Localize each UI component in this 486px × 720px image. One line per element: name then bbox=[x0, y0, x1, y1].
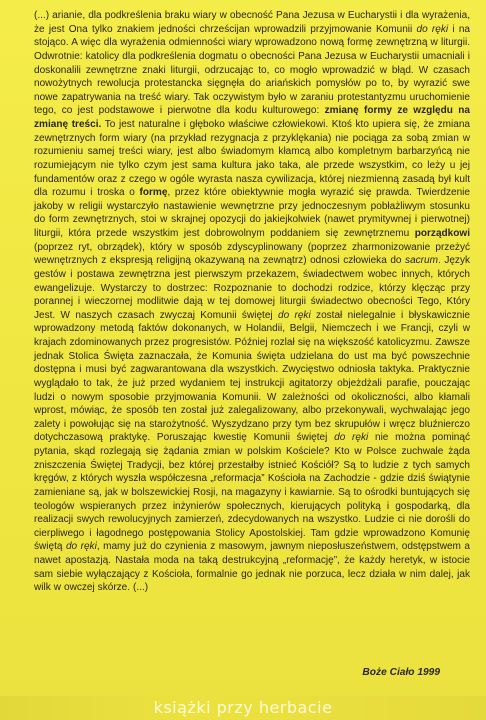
article-text bbox=[34, 9, 470, 595]
text-run: (...) arianie, dla podkreślenia braku wiary w obecność Pana Jezusa w Eucharystii i dla wyrażenia, że jest Ona tylko znakiem jedności chrześcijan wprowadzili przyjmowanie Komunii bbox=[34, 10, 470, 35]
italic-phrase: sacrum bbox=[405, 255, 438, 267]
text-run: nie można pominąć pytania, skąd rozlegają się żądania zmian w polskim Kościele? Kto w Polsce zuchwale żąda zniszczenia Świętej Tradycji, bez której przestałby istnieć Kościół? Są to ludzie z tych samych kręgów, z których wyszła współczesna „reformacja” Kościoła na Zachodzie - gdzie dziś świątynie zamieniane są, jak w bolszewickiej Rosji, na magazyny i kawiarnie. Są to ośrodki buntujących się teologów wspieranych przez inżynierów społecznych, kierujących polityką i gospodarką, dla realizacji swych rewolucyjnych zamierzeń, zdecydowanych na wszystko. Ludzie ci nie dorośli do cierpliwego i łagodnego postępowania Stolicy Apostolskiej. Tam gdzie wprowadzono Komunię świętą bbox=[34, 432, 471, 553]
text-run: , mamy już do czynienia z masowym, jawnym nieposłuszeństwem, odstępstwem a nawet apostazją. Nastała moda na taką destrukcyjną „reformację”, że każdy heretyk, w istocie sam siebie wyłączający z Kościoła, formalnie go jednak nie porzuca, lecz działa w nim dalej, jak wilk w owczej skórze. (...) bbox=[34, 541, 470, 594]
italic-phrase: do ręki bbox=[334, 432, 369, 444]
text-run: , przez które obiektywnie mogła wyrazić się prawda. Twierdzenie jakoby w religii wystarczyło nastawienie wewnętrzne przy jednoczesnym pobłażliwym stosunku do form zewnętrznych, stoi w skrajnej opozycji do jakiejkolwiek (nawet prymitywnej i pierwotnej) liturgii, która przede wszystkim jest dobrowolnym poddaniem się zewnętrznemu bbox=[34, 187, 471, 239]
bold-phrase: porządkowi bbox=[414, 228, 470, 239]
signature-date: Boże Ciało 1999 bbox=[362, 667, 440, 678]
text-run: został nielegalnie i błyskawicznie wprowadzony metodą faktów dokonanych, w Holandii, Belgii, Niemczech i we Francji, czyli w krajach zdominowanych przez progresistów. Później rozlał się na większość katolicyzmu. Zawsze jednak Stolica Święta zaznaczała, że Komunia święta udzielana do ust ma być powszechnie dostępna i musi być zagwarantowana dla wszystkich. Zwycięstwo odniosła taktyka. Praktycznie wyglądało to tak, że już przed wydaniem tej instrukcji agitatorzy objeżdżali parafie, pouczając ludzi o nowym sposobie przyjmowania Komunii. W zależności od okoliczności, albo kłamali wprost, mówiąc, że sposób ten został już zalegalizowany, albo przekonywali, wychwalając jego zalety i powołując się na starożytność. Wyszydzano przy tym bez skrupułów i wręcz bluźnierczo dotychczasową praktykę. Poruszając kwestię Komunii świętej bbox=[34, 309, 471, 444]
text-run: i na stojąco. A więc dla wyrażenia odmienności wiary wprowadzono nową formę zewnętrzną w liturgii. Odwrotnie: katolicy dla podkreślenia dogmatu o obecności Pana Jezusa w Eucharystii umacniali i doskonalili zewnętrzne znaki liturgii, odrzucając to, co mogło wprowadzić w błąd. W czasach nowożytnych rewolucja protestancka sięgnęła do ariańskich pomysłów po to, by wyrazić swe nowe zapatrywania na treść wiary. Tak oczywistym było w zaraniu protestantyzmu uruchomienie tego, co jest podstawowe i pierwotne dla kodu kulturowego: bbox=[34, 23, 471, 117]
italic-phrase: do ręki bbox=[416, 23, 449, 35]
watermark-text: książki przy herbacie bbox=[153, 698, 333, 717]
italic-phrase: do ręki bbox=[65, 541, 97, 553]
italic-phrase: do ręki bbox=[277, 309, 311, 321]
text-run: (poprzez ryt, obrządek), który w sposób zdyscyplinowany (poprzez zharmonizowanie przeżyć wewnętrznych z ekspresją religijną okazywaną na zewnątrz) odnosi człowieka do bbox=[34, 241, 470, 267]
text-run: To jest naturalne i głęboko właściwe człowiekowi. Ktoś kto upiera się, że zmiana zewnętrznych form wiary (na przykład rezygnacja z przyklękania) nie pociąga za sobą zmian w rozumieniu samej treści wiary, jest albo świadomym kłamcą albo kompletnym barbarzyńcą nie rozumiejącym nie tylko czym jest sama kultura jako taka, ale przede wszystkim, co leży u jej fundamentów oraz z czego w ogóle wyrasta nasza cywilizacja, której niezmienną zasadą był kult dla rozumu i troska o bbox=[34, 119, 470, 199]
bold-phrase: zmianę formy ze względu na zmianę treści. bbox=[34, 105, 470, 130]
text-run: . Język gestów i postawa zewnętrzna jest pierwszym przekazem, świadectwem wobec innych, których ewangelizuje. Wystarczy to dostrzec: Rozpoznanie to dochodzi rodzice, którzy klęcząc przy porannej i wieczornej modlitwie dają w tej domowej liturgii świadectwo obecności Tego, Który Jest. W naszych czasach zwyczaj Komunii świętej bbox=[34, 255, 470, 321]
article-paragraph bbox=[34, 9, 470, 595]
bold-phrase: formę bbox=[139, 187, 168, 199]
